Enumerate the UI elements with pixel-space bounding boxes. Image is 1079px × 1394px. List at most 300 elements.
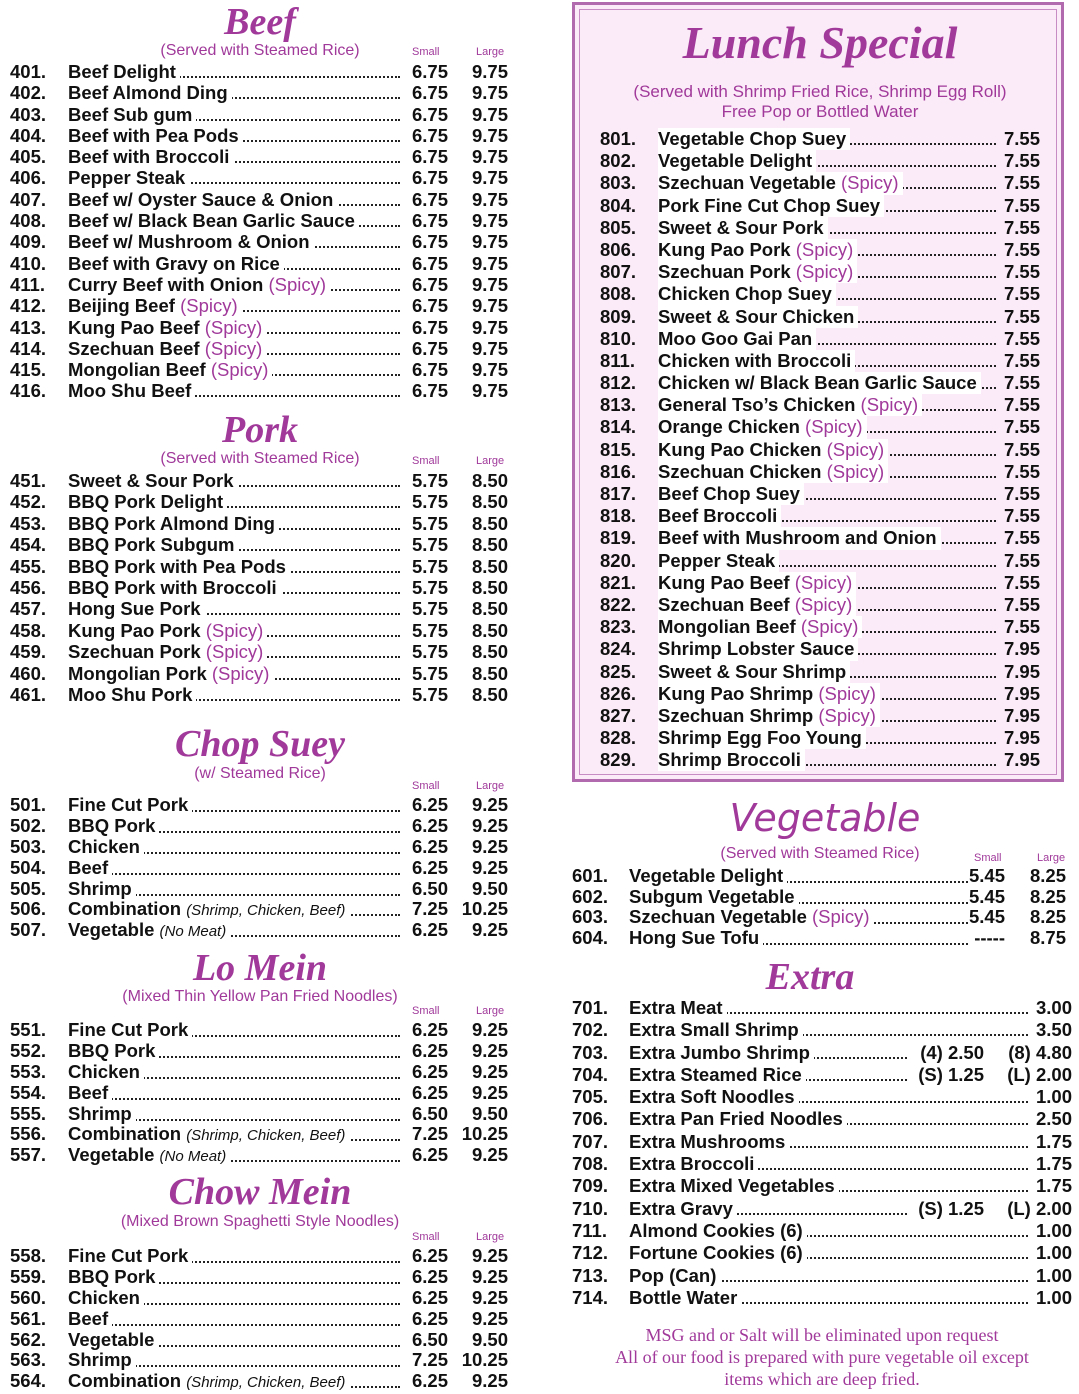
item-number: 453.	[10, 512, 47, 534]
item-number: 503.	[10, 835, 47, 857]
item-name-text: BBQ Pork with Pea Pods	[68, 555, 286, 577]
menu-item-row	[600, 372, 1040, 394]
chow-mein-title: Chow Mein	[168, 1171, 352, 1213]
price: 7.95	[1003, 749, 1040, 771]
item-number: 824.	[600, 638, 637, 660]
item-name-text: Kung Pao Chicken	[658, 438, 822, 460]
price-small: 6.25	[411, 856, 448, 878]
item-number: 451.	[10, 470, 47, 491]
item-name-text: General Tso’s Chicken	[658, 394, 856, 416]
item-name-text: Beef with Mushroom and Onion	[658, 527, 937, 549]
item-name	[68, 577, 281, 598]
item-name	[658, 394, 922, 416]
menu-item-row	[600, 483, 1040, 505]
item-number: 803.	[600, 172, 637, 194]
price: 1.75	[1035, 1153, 1072, 1175]
item-number: 557.	[10, 1144, 47, 1166]
menu-item-row	[10, 146, 510, 167]
item-name-text: Szechuan Beef	[68, 337, 200, 359]
item-name-text: Szechuan Pork	[68, 641, 201, 663]
price: 7.55	[1003, 150, 1040, 172]
menu-item-row	[10, 189, 510, 210]
price-large: 8.50	[471, 512, 508, 534]
item-name	[629, 997, 727, 1019]
item-name	[68, 641, 267, 662]
price-large: 9.25	[471, 1144, 508, 1166]
menu-item-row	[10, 82, 510, 103]
price: 1.75	[1035, 1175, 1072, 1197]
price-large: 9.25	[471, 1265, 508, 1287]
price-large: 9.75	[471, 359, 508, 381]
chow-mein-subtitle: (Mixed Brown Spaghetti Style Noodles)	[120, 1213, 400, 1230]
item-name	[658, 594, 856, 616]
price-large: 9.75	[471, 273, 508, 295]
price-small: 5.75	[411, 512, 448, 534]
price-small: 6.25	[411, 919, 448, 941]
item-name-text: Sweet & Sour Shrimp	[658, 660, 847, 682]
item-name	[68, 274, 330, 295]
price: 3.50	[1035, 1019, 1072, 1041]
price-small: 6.75	[411, 210, 448, 232]
price-small: 6.75	[411, 295, 448, 317]
price-large: 9.50	[471, 877, 508, 899]
item-number: 813.	[600, 394, 637, 416]
item-number: 820.	[600, 549, 637, 571]
menu-item-row	[10, 359, 510, 380]
item-name	[68, 837, 144, 858]
item-number: 702.	[572, 1019, 609, 1041]
item-name	[629, 1242, 807, 1264]
menu-item-row	[572, 928, 1072, 949]
item-number: 454.	[10, 534, 47, 556]
price-small: -----	[974, 926, 1005, 948]
menu-item-row	[600, 638, 1040, 660]
item-number: 408.	[10, 210, 47, 232]
item-number: 460.	[10, 662, 47, 684]
price-small: 6.75	[411, 124, 448, 146]
item-name-text: Sweet & Sour Chicken	[658, 305, 855, 327]
item-name	[658, 439, 888, 461]
item-number: 561.	[10, 1307, 47, 1329]
price-option-2: (L) 2.00	[1007, 1063, 1072, 1085]
menu-item-row	[600, 283, 1040, 305]
menu-item-row	[600, 416, 1040, 438]
item-name	[68, 1062, 144, 1083]
spicy-label: (Spicy)	[826, 438, 885, 460]
price-small: 5.75	[411, 598, 448, 620]
menu-item-row	[600, 150, 1040, 172]
item-name-text: Szechuan Chicken	[658, 460, 822, 482]
menu-item-row	[10, 317, 510, 338]
item-number: 602.	[572, 885, 609, 907]
item-name	[629, 887, 799, 908]
item-name	[629, 1198, 737, 1220]
menu-item-row	[572, 997, 1072, 1019]
price-small: 6.75	[411, 82, 448, 104]
price-large: 9.75	[471, 295, 508, 317]
price-small: 6.25	[411, 1039, 448, 1061]
item-number: 711.	[572, 1219, 607, 1241]
price-small: 6.75	[411, 231, 448, 253]
menu-item-row	[10, 1104, 510, 1125]
price-large: 9.25	[471, 856, 508, 878]
pork-small-label: Small	[412, 455, 440, 467]
item-number: 556.	[10, 1123, 47, 1145]
price-small: 6.75	[411, 61, 448, 82]
item-name-text: Almond Cookies (6)	[629, 1219, 803, 1241]
spicy-label: (Spicy)	[795, 238, 854, 260]
menu-item-row	[10, 837, 510, 858]
item-name-text: Extra Jumbo Shrimp	[629, 1041, 810, 1063]
price-small: 5.75	[411, 641, 448, 663]
menu-item-row	[600, 394, 1040, 416]
menu-item-row	[10, 295, 510, 316]
item-number: 404.	[10, 124, 47, 146]
menu-item-row	[600, 594, 1040, 616]
price-small: 5.45	[968, 865, 1005, 886]
item-name-text: Fine Cut Pork	[68, 1019, 189, 1040]
price: 7.55	[1003, 549, 1040, 571]
item-number: 818.	[600, 505, 637, 527]
item-name	[68, 879, 136, 900]
item-number: 829.	[600, 749, 637, 771]
item-number: 802.	[600, 150, 637, 172]
item-name	[68, 1083, 112, 1104]
item-number: 562.	[10, 1328, 47, 1350]
footer-line-2: All of our food is prepared with pure vegetable oil except	[615, 1347, 1029, 1367]
item-number: 819.	[600, 527, 637, 549]
price-small: 6.25	[411, 814, 448, 836]
extra-title: Extra	[765, 956, 855, 998]
price-small: 6.25	[411, 1265, 448, 1287]
item-number: 706.	[572, 1108, 609, 1130]
menu-item-row	[600, 217, 1040, 239]
menu-item-row	[10, 210, 510, 231]
item-name	[68, 146, 233, 167]
menu-item-row	[600, 306, 1040, 328]
spicy-label: (Spicy)	[818, 682, 876, 704]
item-name-text: Extra Soft Noodles	[629, 1086, 795, 1108]
price-small: 5.45	[968, 906, 1005, 927]
menu-item-row	[10, 104, 510, 125]
price-small: 6.25	[411, 835, 448, 857]
menu-item-row	[10, 125, 510, 146]
price-small: 6.75	[411, 316, 448, 338]
menu-item-row	[10, 1083, 510, 1104]
price: 7.55	[1003, 438, 1040, 460]
spicy-label: (Spicy)	[211, 662, 270, 684]
menu-item-row	[600, 128, 1040, 150]
item-note: (No Meat)	[159, 1148, 227, 1166]
price-large: 9.25	[471, 1060, 508, 1082]
item-number: 555.	[10, 1102, 47, 1124]
price-large: 8.50	[471, 683, 508, 705]
item-name	[68, 1246, 192, 1267]
menu-item-row	[600, 505, 1040, 527]
item-name-text: BBQ Pork	[68, 1039, 156, 1061]
price-large: 9.25	[471, 919, 508, 941]
spicy-label: (Spicy)	[180, 295, 238, 317]
item-name	[68, 380, 195, 401]
lo-mein-title: Lo Mein	[192, 947, 328, 989]
item-name-text: Vegetable Chop Suey	[658, 128, 847, 149]
item-name-text: Beef Sub gum	[68, 103, 193, 125]
menu-item-row	[572, 1220, 1072, 1242]
item-number: 563.	[10, 1349, 47, 1371]
item-number: 811.	[600, 349, 635, 371]
price-large: 9.25	[471, 794, 508, 815]
item-name-text: Pop (Can)	[629, 1264, 717, 1286]
item-name-text: BBQ Pork Delight	[68, 491, 224, 513]
item-number: 456.	[10, 576, 47, 598]
item-name	[68, 1330, 158, 1351]
price-large: 9.75	[471, 188, 508, 210]
item-name	[68, 858, 112, 879]
item-name	[629, 1108, 847, 1130]
price-option-1: (S) 1.25	[918, 1197, 984, 1219]
menu-item-row	[10, 858, 510, 879]
item-number: 560.	[10, 1286, 47, 1308]
item-number: 826.	[600, 682, 637, 704]
vegetable-subtitle: (Served with Steamed Rice)	[720, 845, 920, 862]
item-name	[629, 1042, 814, 1064]
item-number: 458.	[10, 619, 47, 641]
item-number: 407.	[10, 188, 47, 210]
item-note: (Shrimp, Chicken, Beef)	[186, 1374, 346, 1392]
price: 7.95	[1003, 660, 1040, 682]
price: 1.00	[1035, 1219, 1072, 1241]
item-name-text: Shrimp Lobster Sauce	[658, 638, 855, 660]
menu-item-row	[572, 1153, 1072, 1175]
item-name-text: Szechuan Beef	[658, 593, 790, 615]
item-number: 604.	[572, 926, 609, 948]
price-small: 5.75	[411, 470, 448, 491]
price: 7.55	[1003, 593, 1040, 615]
price: 7.95	[1003, 638, 1040, 660]
spicy-label: (Spicy)	[204, 316, 263, 338]
item-name	[68, 359, 272, 380]
item-name-text: Szechuan Shrimp	[658, 704, 814, 726]
item-name	[629, 1064, 806, 1086]
price-large: 10.25	[461, 1123, 508, 1145]
item-name	[658, 727, 866, 749]
item-number: 823.	[600, 616, 637, 638]
menu-item-row	[572, 1042, 1072, 1064]
price-large: 9.75	[471, 82, 508, 104]
spicy-label: (Spicy)	[205, 641, 264, 663]
price-large: 10.25	[461, 1349, 508, 1371]
item-name	[658, 150, 816, 172]
menu-item-row	[572, 1131, 1072, 1153]
item-number: 601.	[572, 865, 609, 886]
item-name-text: Extra Meat	[629, 997, 723, 1018]
menu-item-row	[572, 1287, 1072, 1309]
item-name	[658, 638, 858, 660]
menu-item-row	[10, 879, 510, 900]
item-number: 459.	[10, 641, 47, 663]
spicy-label: (Spicy)	[794, 593, 853, 615]
item-number: 710.	[572, 1197, 609, 1219]
price: 7.55	[1003, 128, 1040, 149]
item-name	[658, 350, 855, 372]
item-name	[68, 534, 239, 555]
pork-large-label: Large	[476, 455, 505, 467]
lo-mein-large-label: Large	[476, 1005, 505, 1017]
item-name	[68, 210, 359, 231]
item-name-text: Sweet & Sour Pork	[658, 216, 824, 238]
item-name	[68, 795, 192, 816]
menu-item-row	[10, 663, 510, 684]
item-name-text: Chicken w/ Black Bean Garlic Sauce	[658, 372, 977, 394]
spicy-label: (Spicy)	[826, 460, 885, 482]
price-small: 7.25	[411, 1123, 448, 1145]
item-name	[68, 295, 242, 316]
item-name-text: Shrimp	[68, 1102, 132, 1124]
menu-item-row	[572, 1265, 1072, 1287]
item-number: 553.	[10, 1060, 47, 1082]
item-number: 405.	[10, 146, 47, 168]
vegetable-title: Vegetable	[729, 796, 921, 840]
menu-item-row	[572, 1242, 1072, 1264]
spicy-label: (Spicy)	[805, 416, 863, 438]
menu-item-row	[10, 1062, 510, 1083]
item-name	[68, 816, 159, 837]
price: 7.55	[1003, 194, 1040, 216]
menu-item-row	[10, 1309, 510, 1330]
menu-item-row	[600, 328, 1040, 350]
item-name	[658, 550, 779, 572]
item-number: 712.	[572, 1242, 609, 1264]
menu-item-row	[600, 439, 1040, 461]
price: 7.55	[1003, 483, 1040, 504]
price: 7.55	[1003, 394, 1040, 416]
item-name-text: Szechuan Vegetable	[629, 906, 807, 927]
menu-item-row	[600, 749, 1040, 771]
menu-item-row	[572, 866, 1072, 887]
price-large: 9.25	[471, 1081, 508, 1103]
item-name	[658, 328, 816, 350]
price: 7.55	[1003, 305, 1040, 327]
price-large: 9.75	[471, 252, 508, 274]
menu-item-row	[572, 1198, 1072, 1220]
item-name-text: Pork Fine Cut Chop Suey	[658, 194, 881, 216]
menu-item-row	[10, 1020, 510, 1041]
item-number: 707.	[572, 1130, 609, 1152]
item-note: (Shrimp, Chicken, Beef)	[186, 1127, 346, 1145]
item-name-text: Vegetable Delight	[658, 150, 813, 172]
item-name	[658, 683, 880, 705]
menu-item-row	[10, 816, 510, 837]
price: 7.55	[1003, 616, 1040, 638]
spicy-label: (Spicy)	[210, 359, 269, 381]
price: 7.55	[1003, 527, 1040, 549]
item-name-text: BBQ Pork	[68, 814, 156, 836]
item-name	[68, 470, 238, 491]
price-large: 8.50	[471, 619, 508, 641]
item-number: 409.	[10, 231, 47, 253]
menu-item-row	[10, 899, 510, 920]
price-large: 9.25	[471, 814, 508, 836]
price: 7.55	[1003, 372, 1040, 394]
item-name	[68, 1267, 159, 1288]
price-option-2: (L) 2.00	[1007, 1197, 1072, 1219]
lunch-special-title: Lunch Special	[682, 17, 958, 68]
price-large: 9.75	[471, 316, 508, 338]
price-large: 9.50	[471, 1328, 508, 1350]
item-name	[658, 128, 850, 150]
price-small: 5.75	[411, 619, 448, 641]
item-name-text: Szechuan Pork	[658, 261, 791, 283]
price-option-1: (S) 1.25	[918, 1063, 984, 1085]
item-name-text: Vegetable	[68, 1144, 155, 1166]
item-name-text: Pepper Steak	[68, 167, 186, 189]
item-name	[658, 705, 880, 727]
beef-small-label: Small	[412, 46, 440, 58]
item-name-text: Subgum Vegetable	[629, 885, 795, 907]
price-option-1: (4) 2.50	[920, 1041, 984, 1063]
price-small: 6.75	[411, 146, 448, 168]
menu-item-row	[10, 684, 510, 705]
price: 1.00	[1035, 1242, 1072, 1264]
item-name-text: Vegetable	[68, 919, 155, 941]
item-name	[658, 505, 781, 527]
price-small: 6.25	[411, 1060, 448, 1082]
menu-item-row	[10, 231, 510, 252]
menu-item-row	[10, 1371, 510, 1392]
item-name	[629, 1175, 839, 1197]
pork-subtitle: (Served with Steamed Rice)	[160, 450, 360, 467]
menu-item-row	[572, 1108, 1072, 1130]
item-name-text: Shrimp Egg Foo Young	[658, 727, 862, 749]
price-small: 6.75	[411, 273, 448, 295]
price-large: 9.75	[471, 167, 508, 189]
item-name-text: Mongolian Beef	[658, 616, 796, 638]
item-name	[629, 866, 787, 887]
beef-item-list	[10, 61, 510, 402]
menu-item-row	[600, 527, 1040, 549]
price-large: 8.25	[1029, 865, 1066, 886]
item-name-text: Beef Delight	[68, 61, 176, 82]
item-name-text: Kung Pao Shrimp	[658, 682, 814, 704]
menu-item-row	[10, 1350, 510, 1371]
item-note: (Shrimp, Chicken, Beef)	[186, 902, 346, 920]
item-name	[68, 513, 279, 534]
item-number: 402.	[10, 82, 47, 104]
item-name-text: Combination	[68, 898, 182, 920]
item-name-text: Beef Almond Ding	[68, 82, 228, 104]
item-number: 809.	[600, 305, 637, 327]
item-name	[658, 572, 856, 594]
item-name-text: Sweet & Sour Pork	[68, 470, 234, 491]
item-name	[629, 1019, 803, 1041]
item-number: 812.	[600, 372, 637, 394]
item-name	[629, 1220, 807, 1242]
price-large: 9.25	[471, 835, 508, 857]
menu-item-row	[572, 907, 1072, 928]
price-large: 9.25	[471, 1245, 508, 1266]
price-large: 9.50	[471, 1102, 508, 1124]
menu-item-row	[10, 470, 510, 491]
item-name	[68, 338, 266, 359]
item-number: 704.	[572, 1063, 609, 1085]
item-number: 415.	[10, 359, 47, 381]
item-name	[629, 1086, 799, 1108]
item-number: 816.	[600, 460, 637, 482]
price-small: 5.75	[411, 576, 448, 598]
menu-item-row	[10, 556, 510, 577]
price: 7.55	[1003, 349, 1040, 371]
item-number: 817.	[600, 483, 637, 504]
